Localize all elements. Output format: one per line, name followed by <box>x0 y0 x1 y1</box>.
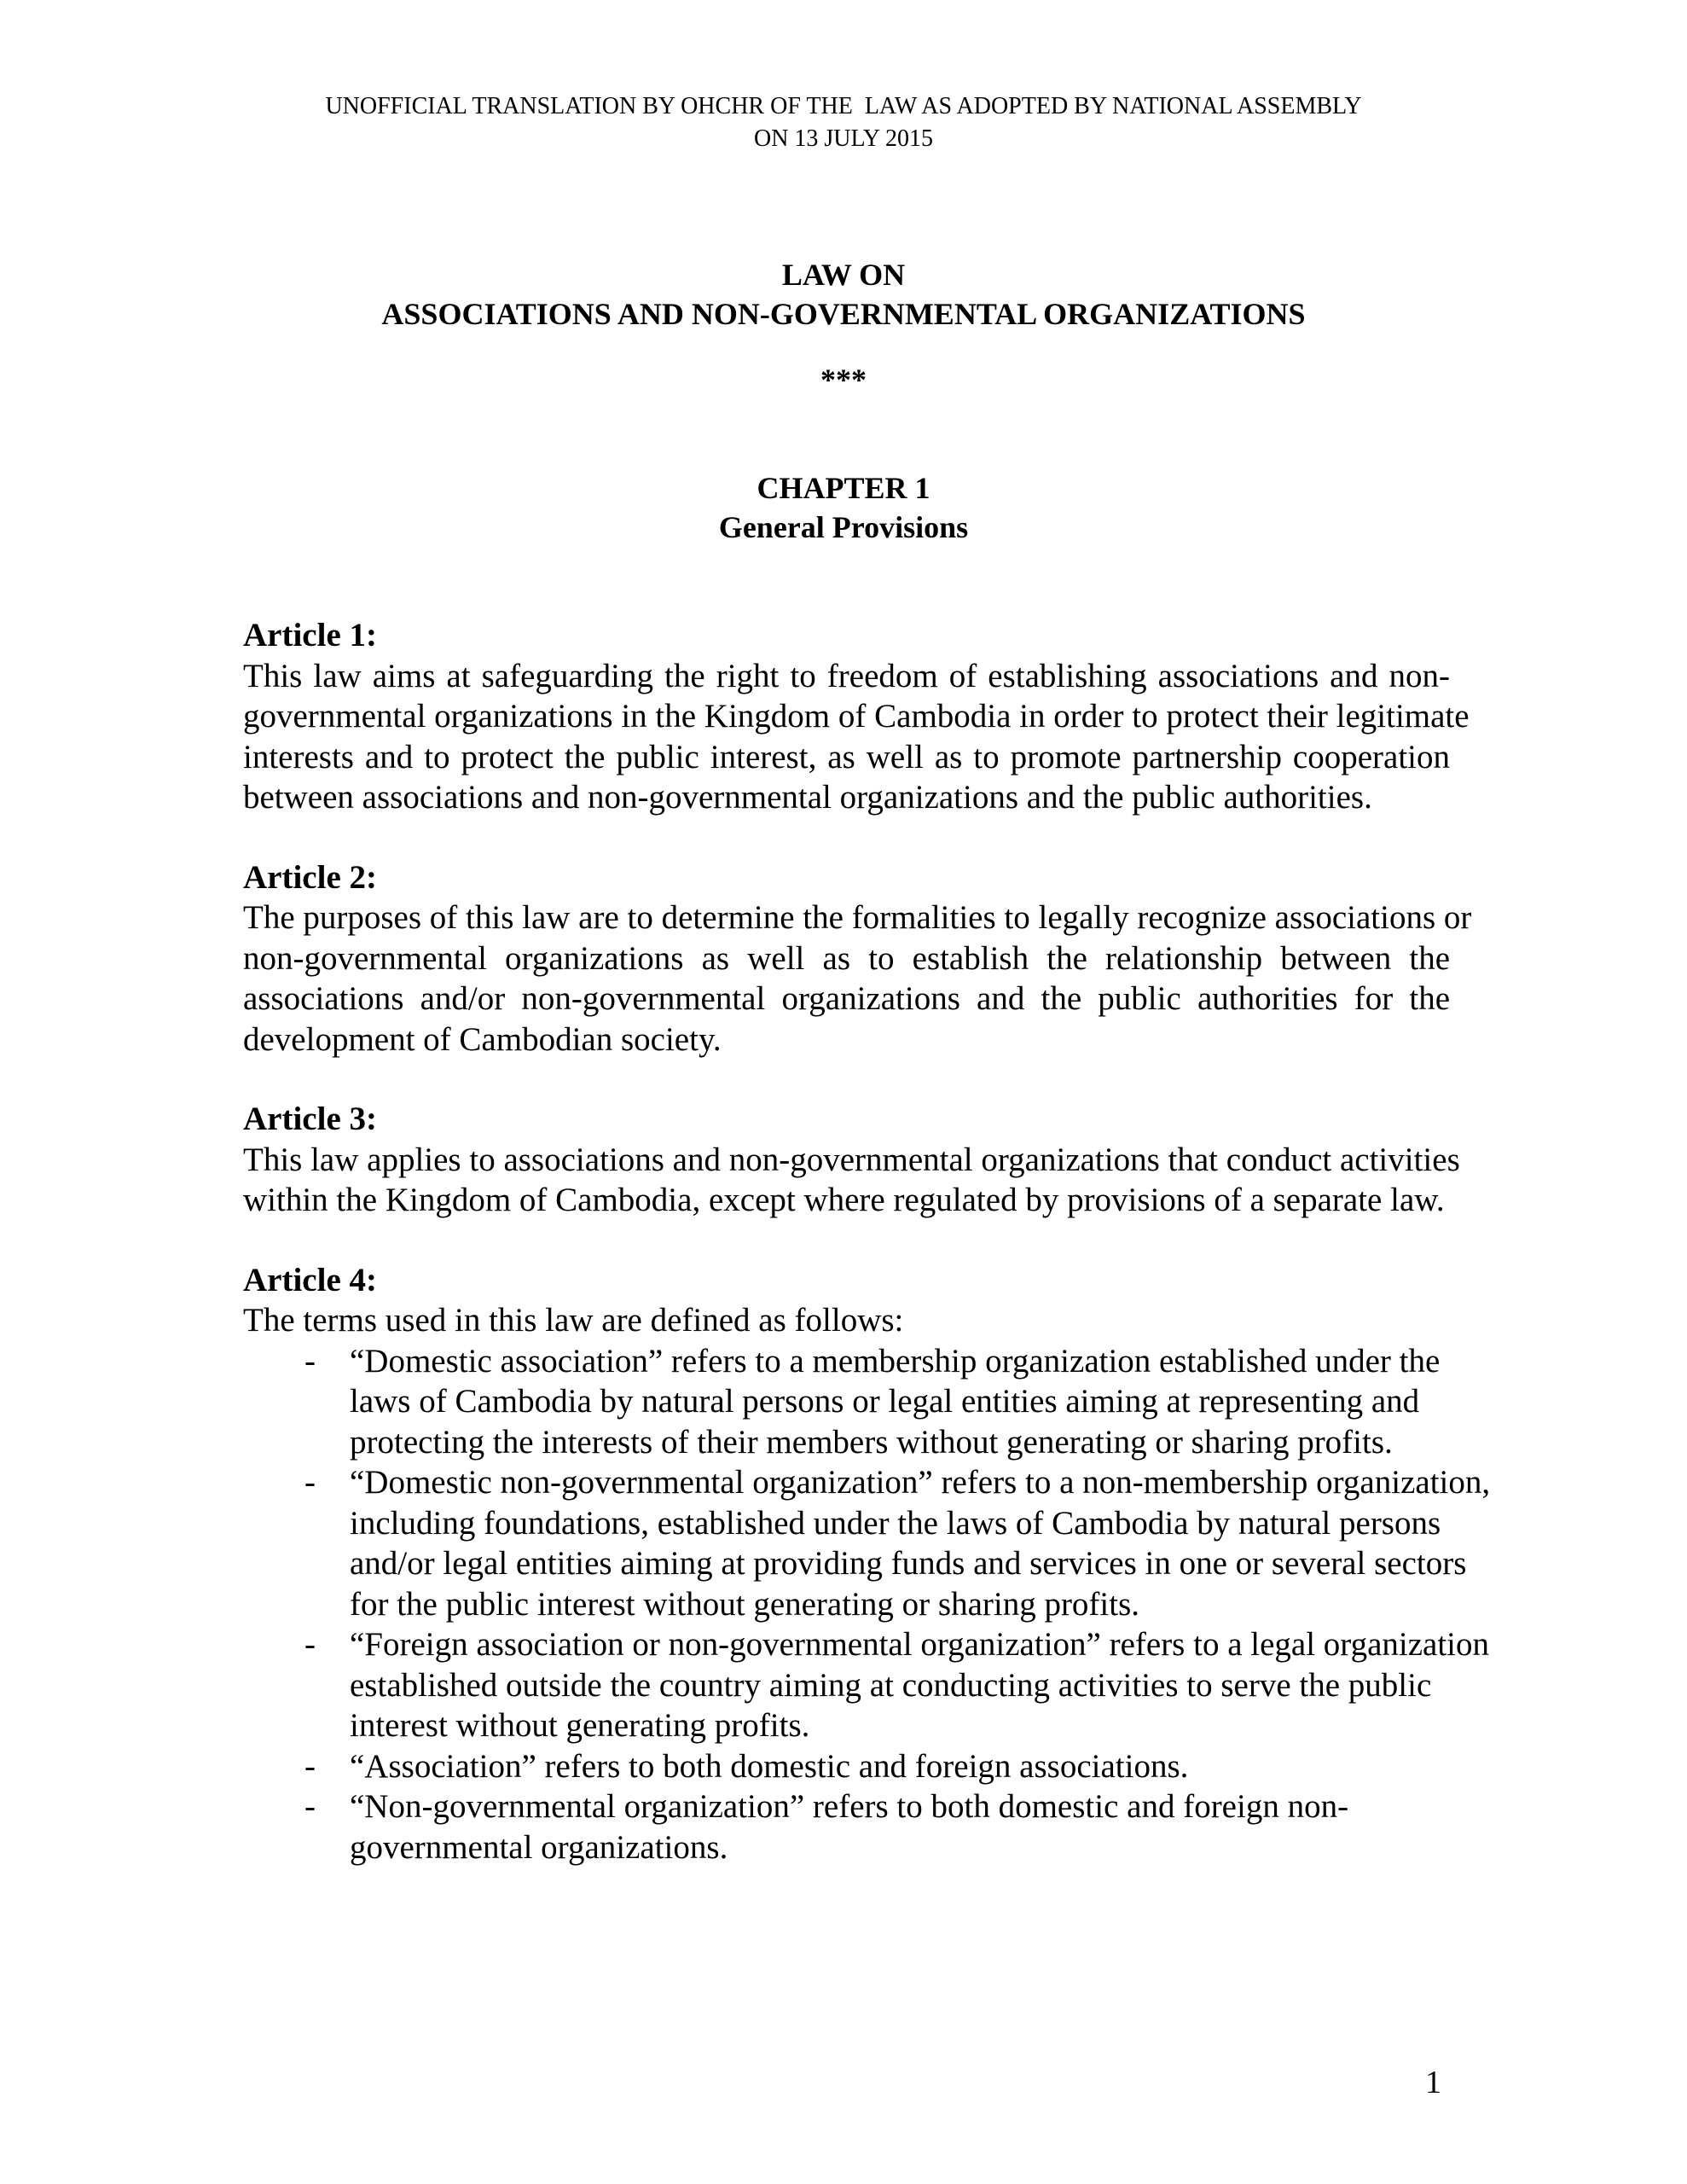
bullet-line: “Foreign association or non-governmental organization” refers to a legal organization <box>350 1626 1490 1663</box>
paragraph-line: This law aims at safeguarding the right to freedom of establishing associations and non- <box>243 657 1450 694</box>
bullet-text <box>350 1624 1490 1746</box>
chapter-heading-block <box>0 468 1687 547</box>
article <box>243 615 1470 818</box>
chapter-number: CHAPTER 1 <box>757 471 930 505</box>
bullet-line: interest without generating profits. <box>350 1707 810 1744</box>
paragraph-line: This law applies to associations and non-governmental organizations that conduct activities <box>243 1141 1460 1178</box>
article-heading: Article 2: <box>243 858 377 896</box>
paragraph-line: associations and/or non-governmental organizations and the public authorities for the <box>243 980 1450 1017</box>
paragraph-line: between associations and non-governmental organizations and the public authorities. <box>243 779 1372 816</box>
paragraph-line: The terms used in this law are defined as follows: <box>243 1302 904 1339</box>
bullet-text <box>350 1746 1450 1787</box>
article <box>243 1260 1491 1868</box>
bullet-marker: - <box>304 1788 316 1825</box>
bullet-marker: - <box>304 1464 316 1501</box>
header-line-2: ON 13 JULY 2015 <box>753 125 934 152</box>
article-heading: Article 3: <box>243 1101 377 1137</box>
bullet-item <box>243 1624 1490 1746</box>
articles-section <box>243 615 1491 1907</box>
bullet-text <box>350 1786 1450 1867</box>
bullet-line: governmental organizations. <box>350 1828 728 1866</box>
bullet-text <box>350 1462 1491 1624</box>
paragraph-line: development of Cambodian society. <box>243 1020 722 1058</box>
bullet-line: “Domestic non-governmental organization” refers to a non-membership organization, <box>350 1464 1491 1501</box>
bullet-line: and/or legal entities aiming at providing funds and services in one or several sectors <box>350 1545 1467 1582</box>
bullet-line: laws of Cambodia by natural persons or legal entities aiming at representing and <box>350 1383 1420 1420</box>
bullet-line: protecting the interests of their members without generating or sharing profits. <box>350 1423 1393 1461</box>
bullet-item <box>243 1786 1450 1867</box>
title-separator: *** <box>820 363 867 397</box>
paragraph-line: The purposes of this law are to determine the formalities to legally recognize associations or <box>243 899 1472 936</box>
bullet-line: for the public interest without generating or sharing profits. <box>350 1585 1140 1623</box>
bullet-line: “Non-governmental organization” refers to both domestic and foreign non- <box>350 1788 1349 1825</box>
bullet-line: “Association” refers to both domestic and foreign associations. <box>350 1747 1189 1785</box>
bullet-item <box>243 1341 1450 1463</box>
title-line-1: LAW ON <box>781 258 906 292</box>
bullet-marker: - <box>304 1626 316 1663</box>
article <box>243 857 1472 1060</box>
bullet-line: “Domestic association” refers to a membership organization established under the <box>350 1342 1441 1380</box>
header-line-1: UNOFFICIAL TRANSLATION BY OHCHR OF THE LAW AS ADOPTED BY NATIONAL ASSEMBLY <box>325 93 1362 119</box>
page-number: 1 <box>1425 2065 1441 2100</box>
paragraph-line: governmental organizations in the Kingdom of Cambodia in order to protect their legitimate <box>243 698 1470 735</box>
bullet-marker: - <box>304 1747 316 1785</box>
paragraph-line: interests and to protect the public interest, as well as to promote partnership cooperation <box>243 738 1450 775</box>
bullet-line: including foundations, established under the laws of Cambodia by natural persons <box>350 1504 1441 1542</box>
title-line-2: ASSOCIATIONS AND NON-GOVERNMENTAL ORGANIZATIONS <box>381 297 1306 331</box>
article <box>243 1099 1460 1221</box>
bullet-marker: - <box>304 1342 316 1380</box>
paragraph-line: within the Kingdom of Cambodia, except where regulated by provisions of a separate law. <box>243 1182 1445 1218</box>
bullet-line: established outside the country aiming at conducting activities to serve the public <box>350 1666 1432 1704</box>
paragraph-line: non-governmental organizations as well as to establish the relationship between the <box>243 939 1450 977</box>
document-header <box>0 90 1687 155</box>
chapter-title: General Provisions <box>718 510 969 544</box>
document-title <box>0 255 1687 334</box>
article-heading: Article 1: <box>243 617 377 653</box>
bullet-item <box>243 1746 1450 1787</box>
article-heading: Article 4: <box>243 1261 377 1298</box>
bullet-text <box>350 1341 1450 1463</box>
bullet-item <box>243 1462 1491 1624</box>
